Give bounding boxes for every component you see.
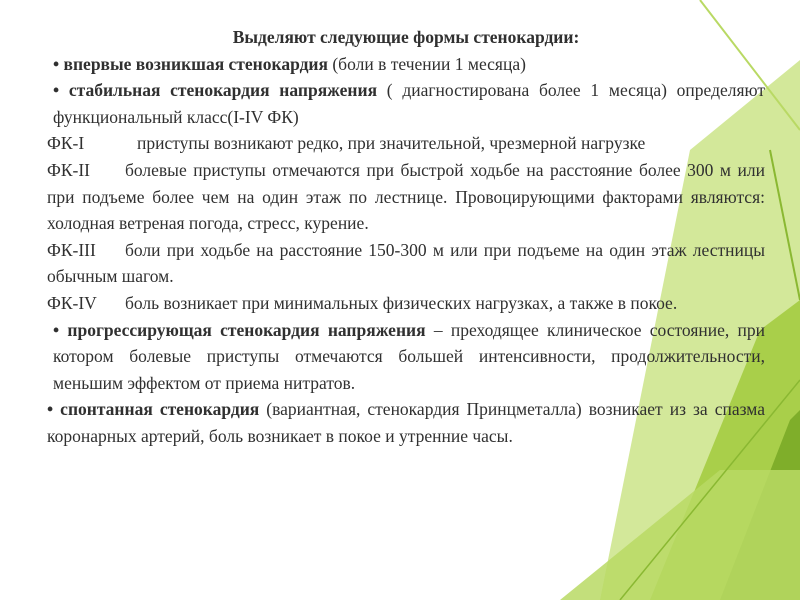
fk4-label: ФК-IV (47, 292, 97, 313)
class-fk2 (47, 157, 765, 237)
list-item-progressive (47, 317, 765, 397)
fk2-text: болевые приступы отмечаются при быстрой ходьбе на расстояние более 300 м или при подъеме более чем на один этаж по лестнице. Провоцирующими факторами являются: холодная ветреная погода, стресс, курение. (47, 159, 765, 234)
term-spontaneous: спонтанная стенокардия (60, 399, 260, 420)
fk3-label: ФК-III (47, 239, 96, 260)
fk1-label: ФК-I (47, 133, 85, 154)
class-fk3 (47, 237, 765, 290)
bullet: • (47, 399, 54, 420)
term-stable: стабильная стенокардия напряжения (68, 80, 378, 101)
bullet: • (53, 80, 60, 101)
bullet: • (53, 53, 60, 74)
fk4-text: боль возникает при минимальных физических нагрузках, а также в покое. (125, 292, 678, 313)
fk2-label: ФК-II (47, 159, 90, 180)
term-progressive: прогрессирующая стенокардия напряжения (67, 319, 426, 340)
desc-stable: ( диагностирована более 1 месяца) определяют функциональный класс(I-IV ФК) (53, 80, 766, 127)
class-fk4 (47, 290, 765, 317)
slide-content (47, 24, 765, 450)
list-item-new-onset (47, 51, 765, 78)
term-new-onset: впервые возникшая стенокардия (63, 53, 328, 74)
desc-new-onset: (боли в течении 1 месяца) (327, 53, 526, 74)
class-fk1 (47, 130, 765, 157)
slide-title: Выделяют следующие формы стенокардии: (232, 27, 580, 47)
desc-progressive: – преходящее клиническое состояние, при котором болевые приступы отмечаются большей интенсивности, продолжительности, меньшим эффектом от приема нитратов. (53, 319, 765, 393)
desc-spontaneous: (вариантная, стенокардия Принцметалла) возникает из за спазма коронарных артерий, боль возникает в покое и утренние часы. (47, 399, 766, 446)
fk1-text: приступы возникают редко, при значительной, чрезмерной нагрузке (137, 133, 646, 154)
list-item-spontaneous (47, 396, 765, 449)
bullet: • (53, 319, 60, 340)
fk3-text: боли при ходьбе на расстояние 150-300 м или при подъеме на один этаж лестницы обычным шагом. (47, 239, 765, 287)
list-item-stable (47, 77, 765, 130)
